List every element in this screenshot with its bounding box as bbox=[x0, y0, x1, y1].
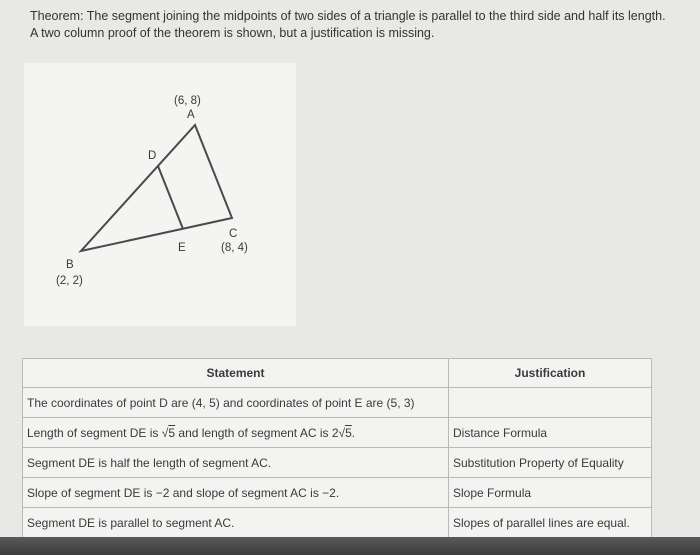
header-statement: Statement bbox=[23, 359, 449, 388]
statement-text: and length of segment AC is bbox=[178, 425, 329, 440]
triangle-figure bbox=[24, 63, 296, 326]
triangle-abc bbox=[81, 125, 232, 251]
justification-cell: Slopes of parallel lines are equal. bbox=[449, 508, 652, 538]
table-row bbox=[23, 508, 652, 538]
sqrt-coefficient: 2 bbox=[331, 425, 339, 440]
point-b-label: B bbox=[66, 259, 74, 271]
sqrt-symbol: √ bbox=[338, 425, 346, 440]
point-b-coords: (2, 2) bbox=[56, 275, 83, 287]
point-e-label: E bbox=[178, 242, 186, 254]
description-text: A two column proof of the theorem is shown, but a justification is missing. bbox=[30, 26, 435, 40]
sqrt-value: 5 bbox=[168, 425, 176, 440]
segment-de bbox=[158, 166, 183, 229]
point-a-label: A bbox=[187, 109, 195, 121]
problem-intro bbox=[30, 8, 695, 42]
justification-cell: Substitution Property of Equality bbox=[449, 448, 652, 478]
point-a-coords: (6, 8) bbox=[174, 95, 201, 107]
triangle-diagram bbox=[24, 63, 296, 326]
bottom-edge-bar bbox=[0, 537, 700, 555]
table-header-row bbox=[23, 359, 652, 388]
statement-text: . bbox=[351, 425, 356, 440]
justification-cell: Distance Formula bbox=[449, 418, 652, 448]
table-row bbox=[23, 388, 652, 418]
point-d-label: D bbox=[148, 150, 157, 162]
table-row bbox=[23, 418, 652, 448]
point-c-label: C bbox=[229, 228, 238, 240]
theorem-text: Theorem: The segment joining the midpoints of two sides of a triangle is parallel to the third side and half its length. bbox=[30, 9, 666, 23]
justification-cell-missing bbox=[449, 388, 652, 418]
statement-cell bbox=[23, 418, 449, 448]
statement-text: Length of segment DE is bbox=[27, 425, 159, 440]
statement-cell: Segment DE is half the length of segment AC. bbox=[23, 448, 449, 478]
header-justification: Justification bbox=[449, 359, 652, 388]
justification-cell: Slope Formula bbox=[449, 478, 652, 508]
statement-cell: Slope of segment DE is −2 and slope of segment AC is −2. bbox=[23, 478, 449, 508]
sqrt-value: 5 bbox=[345, 425, 352, 440]
two-column-proof-table bbox=[22, 358, 652, 538]
statement-cell: The coordinates of point D are (4, 5) and coordinates of point E are (5, 3) bbox=[23, 388, 449, 418]
table-row bbox=[23, 478, 652, 508]
sqrt-symbol: √ bbox=[161, 425, 169, 440]
table-row bbox=[23, 448, 652, 478]
statement-cell: Segment DE is parallel to segment AC. bbox=[23, 508, 449, 538]
point-c-coords: (8, 4) bbox=[221, 242, 248, 254]
